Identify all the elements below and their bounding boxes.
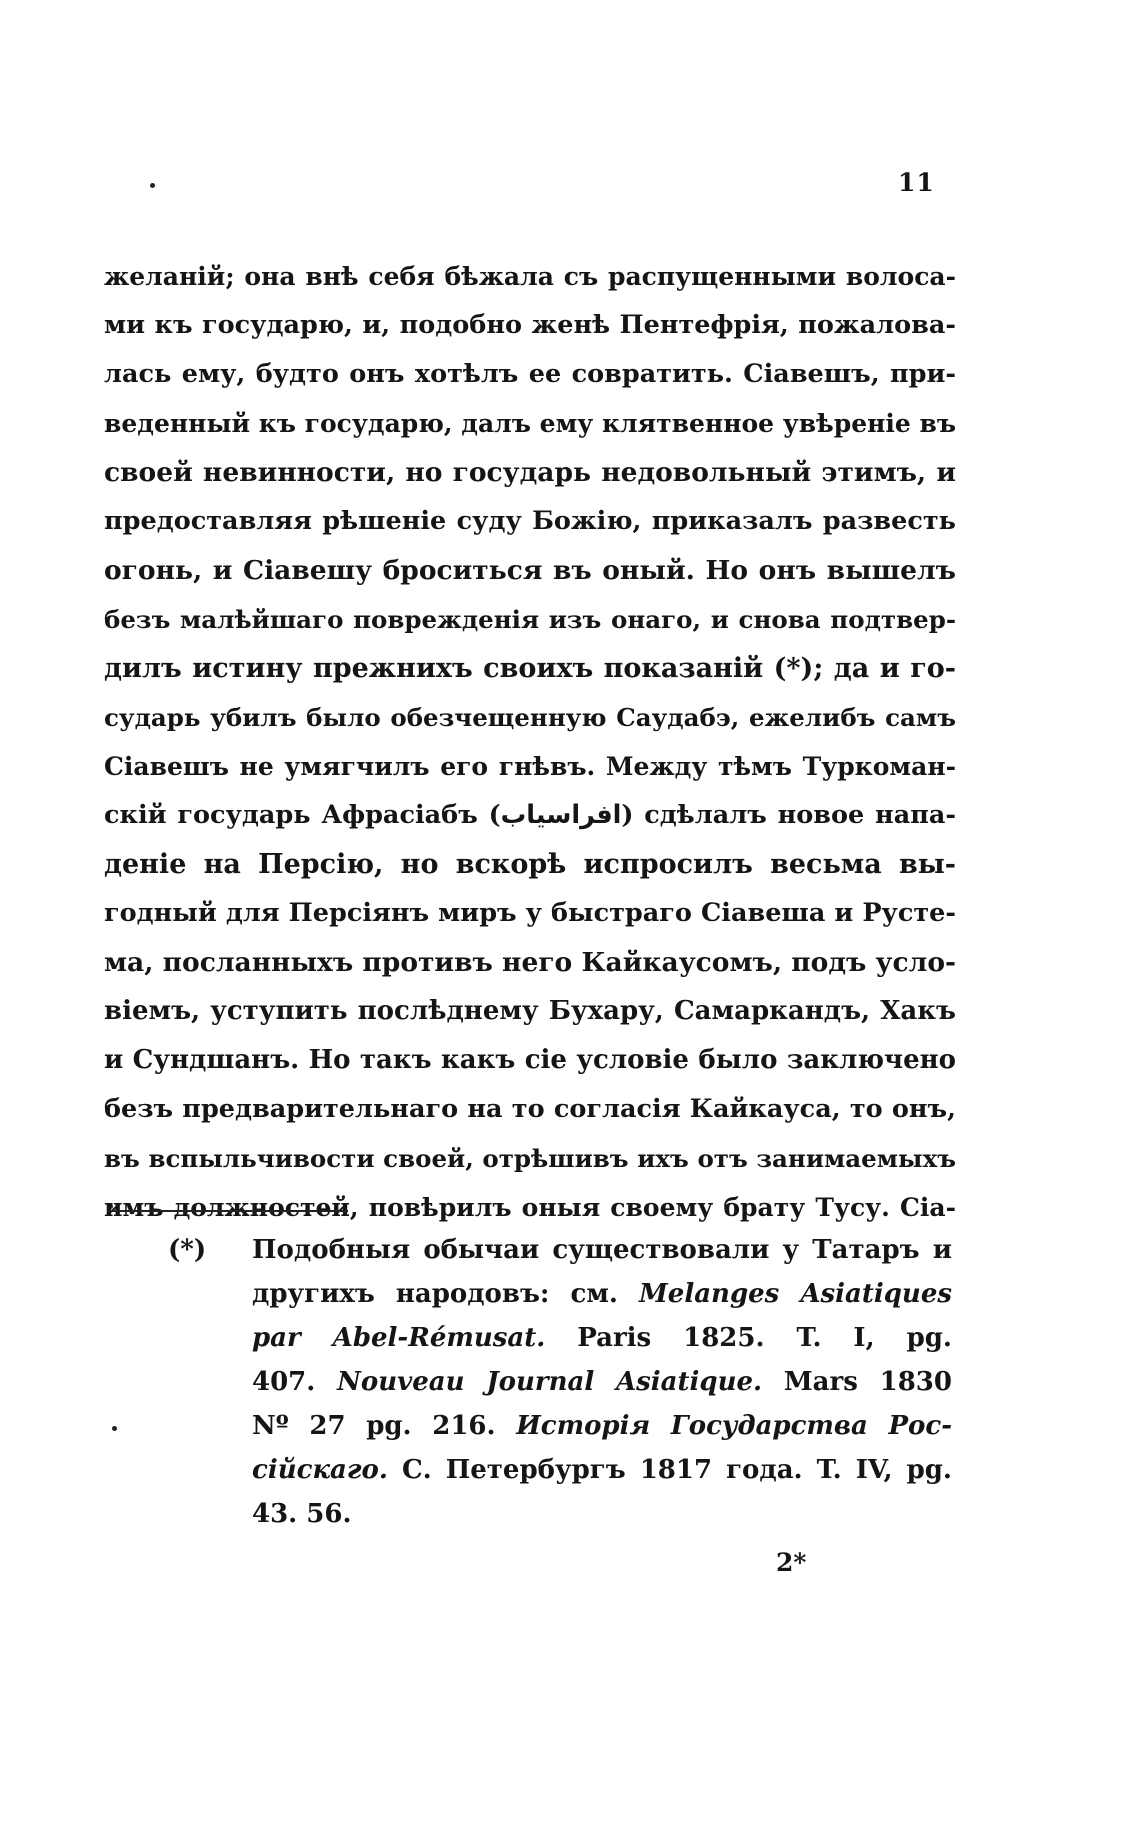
text-line: безъ предварительнаго на то согласія Кайкауса, то онъ, [104, 1094, 956, 1124]
footnote-line: 43. 56. [252, 1499, 352, 1529]
text-line: ма, посланныхъ противъ него Кайкаусомъ, подъ усло- [104, 947, 957, 978]
text-segment: С. Петербургъ 1817 года. T. IV, pg. [401, 1455, 952, 1485]
footnote-line [252, 1272, 952, 1316]
footnote-line [252, 1360, 952, 1404]
text-line [104, 791, 956, 840]
text-line: годный для Персіянъ миръ у быстраго Сіавеша и Рустe- [104, 898, 956, 928]
text-segment: Nº 27 pg. 216. [252, 1411, 496, 1441]
footnote-marker: (*) [168, 1235, 207, 1265]
text-segment: Paris 1825. T. I, pg. [577, 1323, 952, 1353]
text-line: имъ должностей, повѣрилъ оныя своему брату Тусу. Сіа- [104, 1193, 956, 1222]
text-line: Сіавешъ не умягчилъ его гнѣвъ. Между тѣмъ Туркоман- [104, 752, 956, 781]
text-line: въ вспыльчивости своей, отрѣшивъ ихъ отъ занимаемыхъ [104, 1144, 956, 1173]
arabic-name: افراسياب [500, 800, 622, 830]
text-line: веденный къ государю, далъ ему клятвенное увѣреніе въ [104, 409, 957, 438]
cited-title: Исторія Государства Рос- [516, 1411, 952, 1441]
cited-title: Melanges Asiatiques [639, 1279, 953, 1309]
print-speck [112, 1426, 117, 1431]
text-segment: скій государь Афрасіабъ ( [104, 800, 501, 830]
main-text [104, 252, 956, 1232]
page-number: 11 [898, 168, 935, 197]
text-line: дилъ истину прежнихъ своихъ показаній (*); да и го- [104, 653, 956, 684]
footnote-line: Подобныя обычаи существовали у Татаръ и [252, 1235, 952, 1265]
text-line: віемъ, уступить послѣднему Бухару, Самаркандъ, Хакъ [104, 996, 956, 1026]
footnote-line [252, 1404, 952, 1448]
print-speck [150, 183, 155, 188]
text-line: своей невинности, но государь недовольный этимъ, и [104, 457, 956, 488]
text-segment: другихъ народовъ: см. [252, 1279, 618, 1309]
cited-title: сійскаго. [252, 1455, 388, 1485]
text-line: ми къ государю, и, подобно женѣ Пентефрія, пожалова- [104, 310, 956, 340]
footnote-line [252, 1316, 952, 1360]
text-line: сударь убилъ было обезчещенную Саудабэ, ежелибъ самъ [104, 703, 956, 732]
text-line: предоставляя рѣшеніе суду Божію, приказалъ развесть [104, 506, 956, 536]
text-segment: 407. [252, 1367, 316, 1397]
text-line: безъ малѣйшаго поврежденія изъ онаго, и снова подтвер- [104, 605, 956, 634]
footnote [252, 1228, 952, 1536]
footnote-divider [108, 1210, 348, 1212]
text-segment: ) сдѣлалъ новое напа- [621, 800, 956, 830]
cited-title: Nouveau Journal Asiatique. [337, 1367, 763, 1397]
text-segment: Mars 1830 [783, 1367, 952, 1397]
cited-author: par Abel-Rémusat. [252, 1323, 546, 1353]
text-line: деніе на Персію, но вскорѣ испросилъ весьма вы- [104, 849, 956, 880]
text-line: желаній; она внѣ себя бѣжала съ распущенными волоса- [104, 262, 956, 291]
footnote-line [252, 1448, 952, 1492]
printer-signature-mark: 2* [776, 1548, 807, 1577]
text-line: и Сундшанъ. Но такъ какъ сіе условіе было заключено [104, 1045, 956, 1075]
text-line: огонь, и Сіавешу броситься въ оный. Но онъ вышелъ [104, 555, 956, 586]
text-line: лась ему, будто онъ хотѣлъ ее совратить. Сіавешъ, при- [104, 359, 956, 389]
